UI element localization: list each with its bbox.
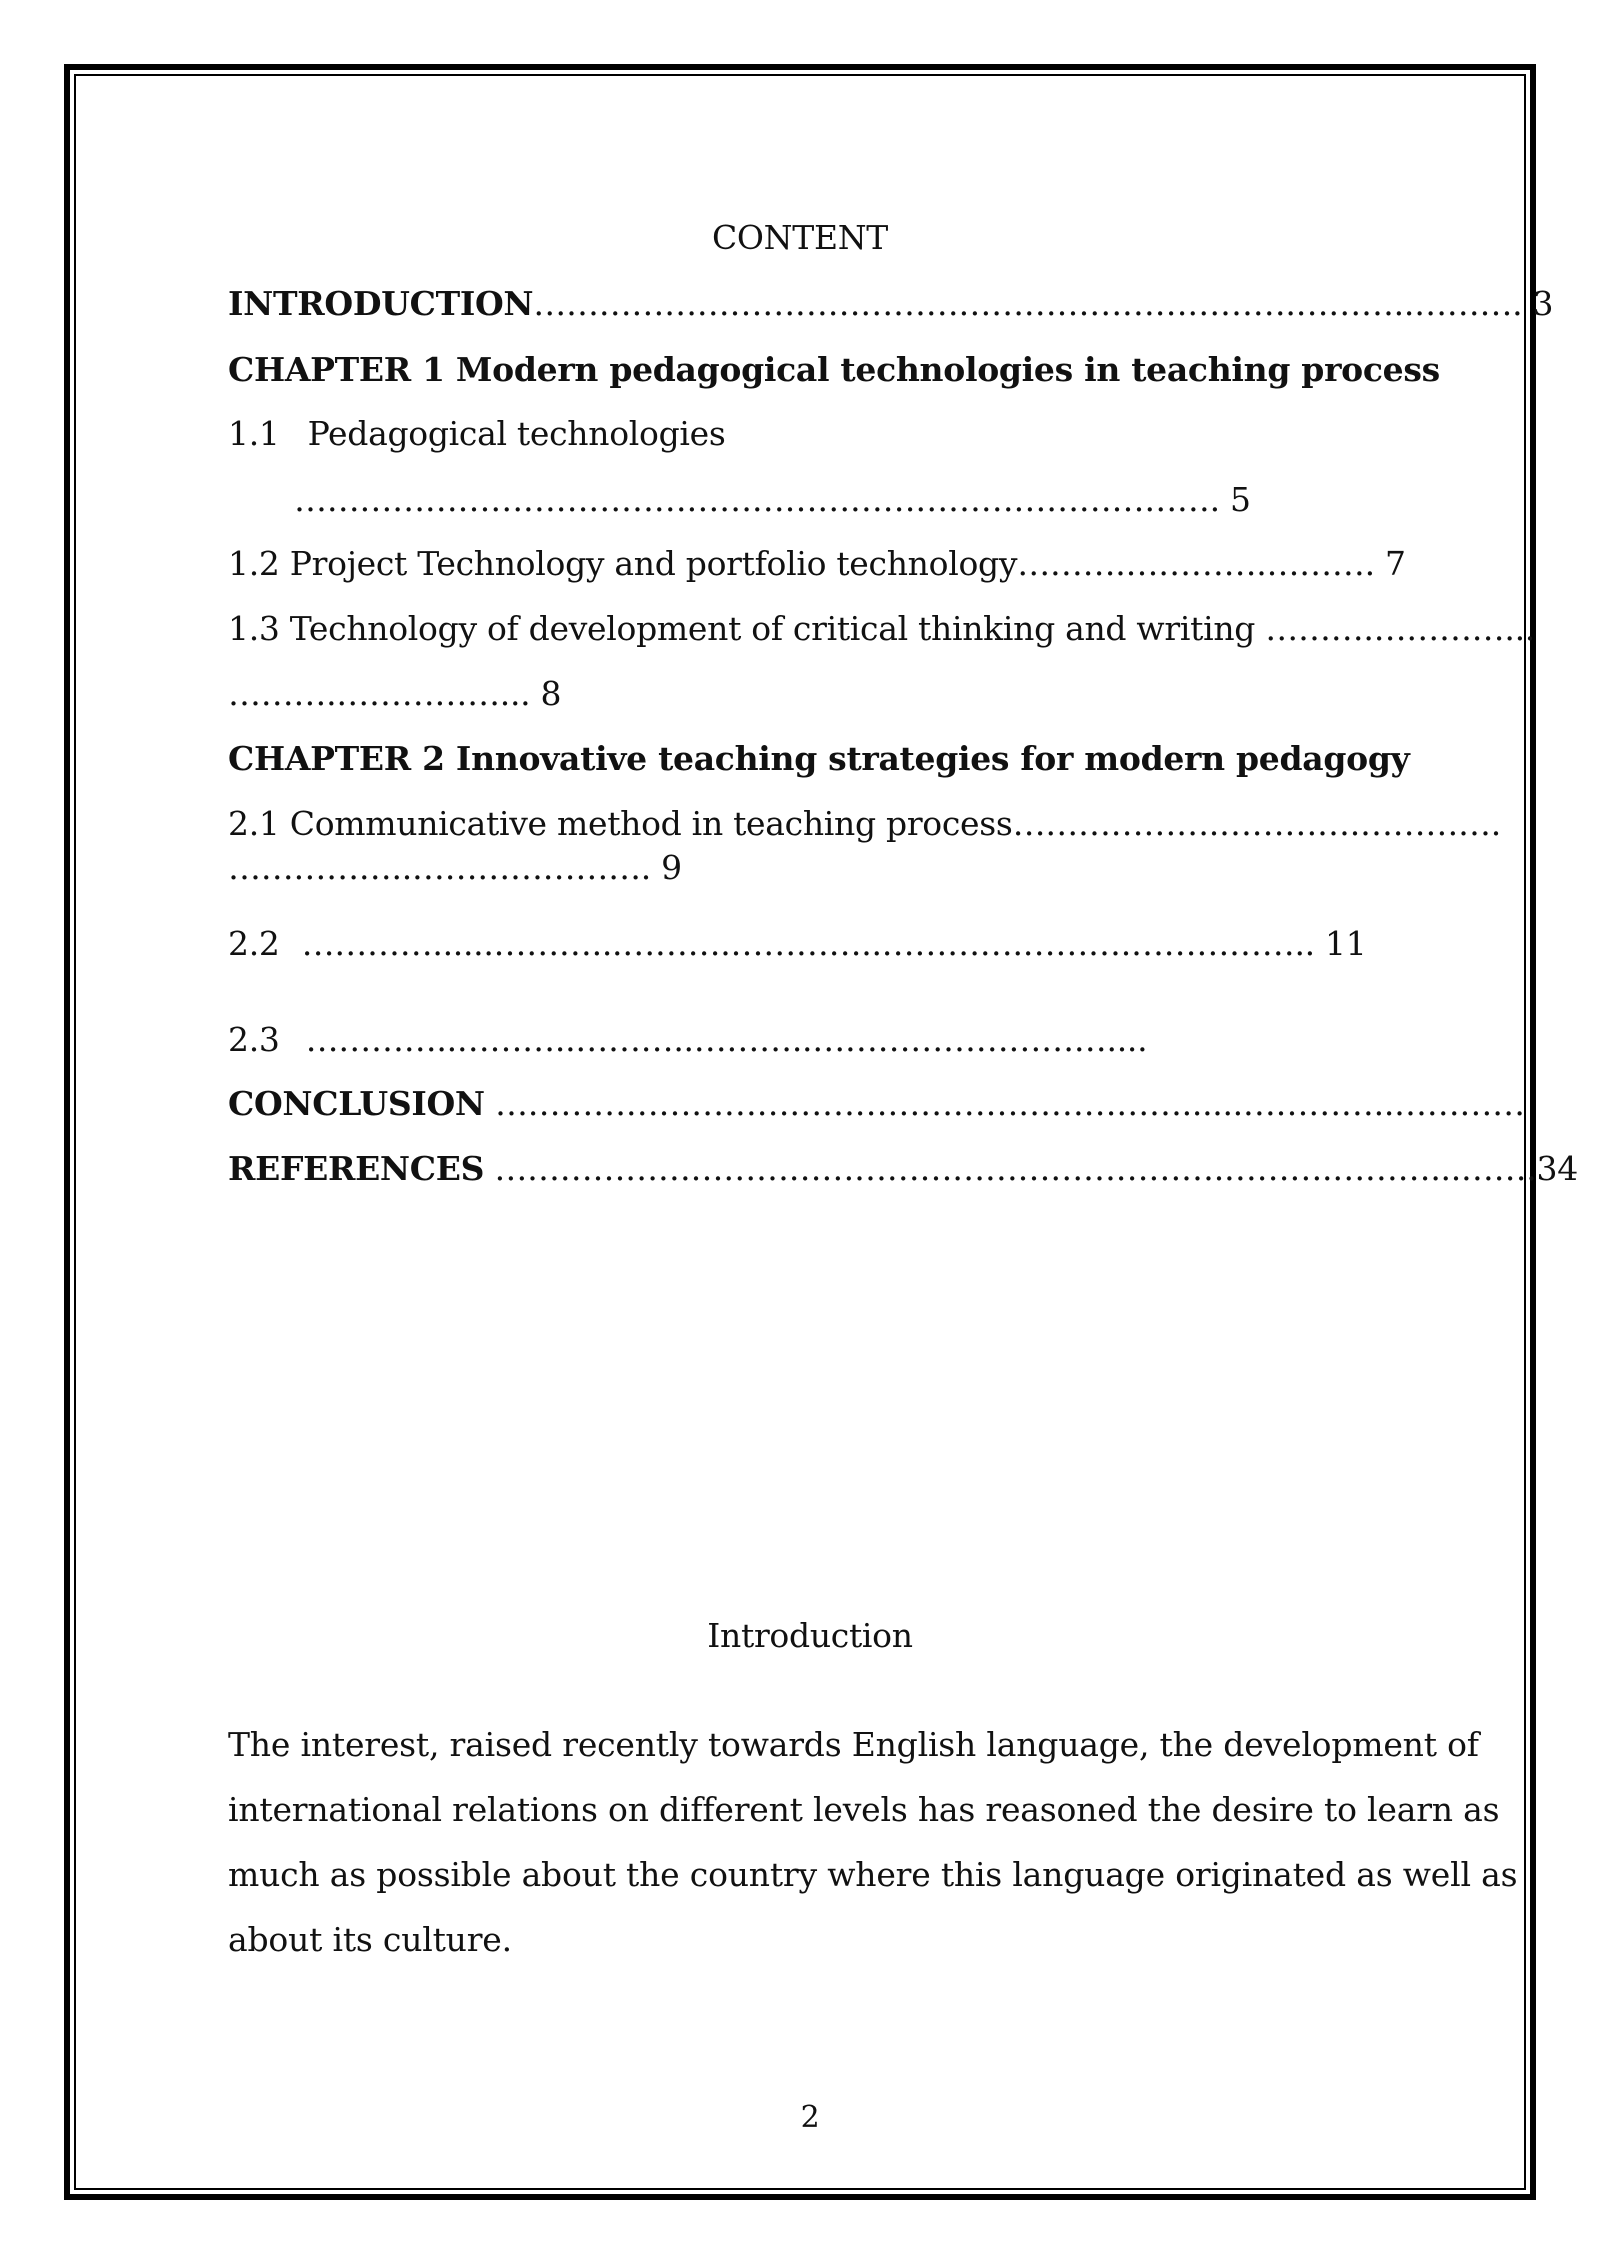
toc-leader-dots: ……………….………….………….: [1012, 804, 1501, 843]
paragraph-line: about its culture.: [228, 1920, 512, 1959]
toc-entry-1-3-continuation: [228, 674, 561, 714]
toc-leader-dots: …………..………..………..………..………………………....: [305, 1020, 1148, 1059]
toc-entry-label: Pedagogical technologies: [307, 414, 726, 453]
toc-page-number: 34: [1536, 1149, 1578, 1188]
toc-entry-label: 1.2 Project Technology and portfolio technology: [228, 544, 1018, 583]
toc-leader-dots: ……………..………………….: [228, 848, 651, 887]
toc-page-number: 9: [650, 848, 682, 887]
toc-entry-label: 2.1 Communicative method in teaching process: [228, 804, 1013, 843]
toc-chapter-2-heading[interactable]: CHAPTER 2 Innovative teaching strategies for modern pedagogy: [228, 739, 1410, 778]
toc-page-number: 5: [1219, 480, 1251, 519]
toc-page-number: 11: [1314, 924, 1367, 963]
toc-entry-conclusion[interactable]: [228, 1084, 1525, 1124]
introduction-paragraph: [228, 1712, 1518, 1972]
toc-entry-2-1[interactable]: [228, 804, 1501, 844]
toc-leader-dots: ………………………………………………………......…………..…………: [484, 1084, 1525, 1123]
toc-entry-1-3[interactable]: [228, 609, 1535, 649]
toc-entry-label: 1.3 Technology of development of critical thinking and writing: [228, 609, 1266, 648]
toc-entry-1-1-label-row[interactable]: [228, 414, 726, 454]
toc-entry-references[interactable]: [228, 1149, 1578, 1189]
toc-chapter-1-heading[interactable]: CHAPTER 1 Modern pedagogical technologies in teaching process: [228, 350, 1440, 389]
toc-entry-2-1-continuation: [228, 848, 682, 888]
introduction-heading: Introduction: [707, 1616, 913, 1655]
toc-entry-number: 2.2: [228, 924, 280, 963]
page-number: 2: [800, 2100, 820, 2135]
toc-page-number: 3: [1522, 284, 1554, 323]
toc-leader-dots: ……….…………...: [1265, 609, 1535, 648]
paragraph-line: international relations on different levels has reasoned the desire to learn as: [228, 1790, 1500, 1829]
toc-entry-1-2[interactable]: [228, 544, 1406, 584]
toc-leader-dots: ……….………….……….: [1017, 544, 1375, 583]
toc-entry-1-1-leader-row: [294, 480, 1251, 520]
toc-leader-dots: ………………………………………………………….……….………...…….: [484, 1149, 1537, 1188]
toc-entry-label: INTRODUCTION: [228, 284, 534, 323]
toc-page-number: 8: [530, 674, 562, 713]
toc-entry-label: CONCLUSION: [228, 1084, 485, 1123]
paragraph-line: The interest, raised recently towards English language, the development of: [228, 1725, 1479, 1764]
toc-entry-2-3[interactable]: [228, 1020, 1147, 1060]
toc-leader-dots: …………......………...……….…………..………….……….……………..: [301, 924, 1315, 963]
toc-entry-label: REFERENCES: [228, 1149, 485, 1188]
toc-page-number: 7: [1374, 544, 1406, 583]
toc-leader-dots: ………………………………………………………………………….: [294, 480, 1220, 519]
toc-entry-introduction[interactable]: [228, 284, 1553, 324]
toc-leader-dots: ……….……………...: [228, 674, 531, 713]
toc-entry-2-2[interactable]: [228, 924, 1366, 964]
toc-entry-number: 2.3: [228, 1020, 280, 1059]
paragraph-line: much as possible about the country where this language originated as well as: [228, 1855, 1518, 1894]
toc-leader-dots: …………………………………………………………….………..……….: [533, 284, 1523, 323]
toc-heading: CONTENT: [711, 218, 889, 257]
toc-entry-number: 1.1: [228, 414, 280, 453]
